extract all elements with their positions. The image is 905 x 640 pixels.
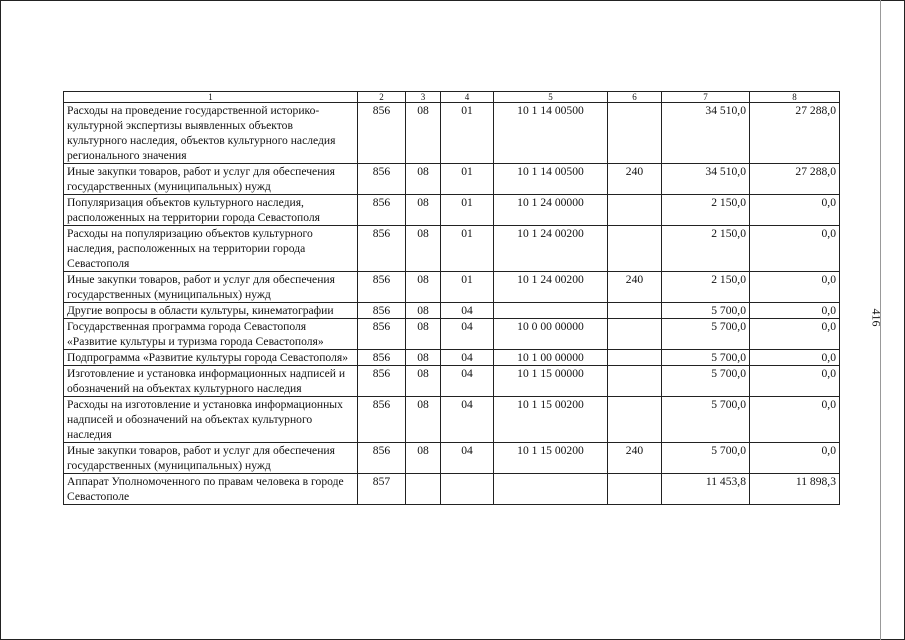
table-row [64,397,840,443]
table-row [64,164,840,195]
cell-ved-code: 856 [358,319,406,350]
cell-amount-year-2: 11 898,3 [750,474,840,505]
table-header-row [64,92,840,103]
cell-name: Иные закупки товаров, работ и услуг для обеспечения государственных (муниципальных) нужд [64,443,358,474]
cell-section-code [406,474,441,505]
cell-target-article: 10 1 14 00500 [494,103,608,164]
cell-amount-year-1: 5 700,0 [662,303,750,319]
cell-amount-year-1: 5 700,0 [662,366,750,397]
cell-ved-code: 856 [358,103,406,164]
cell-ved-code: 856 [358,272,406,303]
table-row [64,350,840,366]
header-col-4: 4 [441,92,494,103]
cell-name: Подпрограмма «Развитие культуры города Севастополя» [64,350,358,366]
table-row [64,272,840,303]
table-row [64,319,840,350]
cell-amount-year-2: 0,0 [750,366,840,397]
cell-section-code: 08 [406,226,441,272]
cell-expense-type [608,319,662,350]
cell-section-code: 08 [406,103,441,164]
cell-target-article [494,303,608,319]
cell-amount-year-2: 0,0 [750,397,840,443]
header-col-2: 2 [358,92,406,103]
cell-name: Иные закупки товаров, работ и услуг для обеспечения государственных (муниципальных) нужд [64,164,358,195]
cell-amount-year-2: 27 288,0 [750,103,840,164]
cell-subsection-code: 01 [441,103,494,164]
header-col-3: 3 [406,92,441,103]
cell-amount-year-2: 27 288,0 [750,164,840,195]
cell-target-article: 10 1 15 00200 [494,443,608,474]
cell-ved-code: 856 [358,397,406,443]
cell-ved-code: 856 [358,164,406,195]
cell-target-article: 10 1 24 00200 [494,272,608,303]
cell-section-code: 08 [406,303,441,319]
table-row [64,226,840,272]
cell-amount-year-2: 0,0 [750,350,840,366]
cell-target-article: 10 1 24 00200 [494,226,608,272]
cell-name: Иные закупки товаров, работ и услуг для обеспечения государственных (муниципальных) нужд [64,272,358,303]
cell-subsection-code: 01 [441,226,494,272]
cell-name: Изготовление и установка информационных надписей и обозначений на объектах культурного наследия [64,366,358,397]
page-number: 416 [869,308,884,327]
cell-amount-year-1: 11 453,8 [662,474,750,505]
cell-amount-year-2: 0,0 [750,195,840,226]
cell-ved-code: 856 [358,350,406,366]
cell-amount-year-1: 5 700,0 [662,397,750,443]
cell-section-code: 08 [406,443,441,474]
table-row [64,474,840,505]
cell-amount-year-2: 0,0 [750,272,840,303]
cell-ved-code: 856 [358,226,406,272]
cell-target-article: 10 0 00 00000 [494,319,608,350]
table-row [64,195,840,226]
cell-amount-year-1: 5 700,0 [662,350,750,366]
cell-amount-year-1: 5 700,0 [662,319,750,350]
cell-amount-year-1: 5 700,0 [662,443,750,474]
cell-expense-type [608,366,662,397]
cell-section-code: 08 [406,366,441,397]
cell-section-code: 08 [406,195,441,226]
cell-name: Аппарат Уполномоченного по правам человека в городе Севастополе [64,474,358,505]
table-row [64,103,840,164]
cell-amount-year-2: 0,0 [750,443,840,474]
cell-ved-code: 856 [358,195,406,226]
cell-name: Расходы на изготовление и установка информационных надписей и обозначений на объектах культурного наследия [64,397,358,443]
header-col-8: 8 [750,92,840,103]
cell-subsection-code: 04 [441,350,494,366]
cell-section-code: 08 [406,164,441,195]
cell-amount-year-2: 0,0 [750,226,840,272]
cell-ved-code: 856 [358,366,406,397]
cell-name: Расходы на популяризацию объектов культурного наследия, расположенных на территории города Севастополя [64,226,358,272]
cell-section-code: 08 [406,350,441,366]
cell-amount-year-1: 2 150,0 [662,272,750,303]
cell-target-article: 10 1 00 00000 [494,350,608,366]
cell-name: Другие вопросы в области культуры, кинематографии [64,303,358,319]
table-row [64,443,840,474]
cell-expense-type [608,474,662,505]
cell-subsection-code: 04 [441,443,494,474]
header-col-5: 5 [494,92,608,103]
cell-section-code: 08 [406,272,441,303]
cell-expense-type [608,226,662,272]
cell-subsection-code: 04 [441,319,494,350]
cell-amount-year-2: 0,0 [750,319,840,350]
cell-target-article: 10 1 15 00000 [494,366,608,397]
cell-amount-year-1: 34 510,0 [662,103,750,164]
cell-name: Расходы на проведение государственной историко-культурной экспертизы выявленных объектов культурного наследия, объектов культурного наследия регионального значения [64,103,358,164]
header-col-6: 6 [608,92,662,103]
cell-amount-year-1: 34 510,0 [662,164,750,195]
cell-target-article: 10 1 24 00000 [494,195,608,226]
cell-expense-type [608,195,662,226]
cell-amount-year-2: 0,0 [750,303,840,319]
table-row [64,303,840,319]
cell-expense-type [608,103,662,164]
cell-subsection-code: 04 [441,366,494,397]
header-col-7: 7 [662,92,750,103]
cell-subsection-code: 01 [441,164,494,195]
cell-subsection-code [441,474,494,505]
cell-expense-type [608,350,662,366]
cell-amount-year-1: 2 150,0 [662,226,750,272]
cell-name: Популяризация объектов культурного наследия, расположенных на территории города Севастополя [64,195,358,226]
cell-name: Государственная программа города Севастополя «Развитие культуры и туризма города Севастополя» [64,319,358,350]
cell-section-code: 08 [406,319,441,350]
cell-subsection-code: 04 [441,397,494,443]
cell-target-article [494,474,608,505]
cell-ved-code: 857 [358,474,406,505]
header-col-1: 1 [64,92,358,103]
cell-expense-type: 240 [608,443,662,474]
cell-target-article: 10 1 14 00500 [494,164,608,195]
cell-expense-type [608,397,662,443]
cell-expense-type: 240 [608,272,662,303]
cell-expense-type [608,303,662,319]
cell-subsection-code: 01 [441,195,494,226]
cell-expense-type: 240 [608,164,662,195]
cell-ved-code: 856 [358,443,406,474]
cell-target-article: 10 1 15 00200 [494,397,608,443]
cell-section-code: 08 [406,397,441,443]
cell-subsection-code: 04 [441,303,494,319]
cell-amount-year-1: 2 150,0 [662,195,750,226]
table-row [64,366,840,397]
cell-subsection-code: 01 [441,272,494,303]
cell-ved-code: 856 [358,303,406,319]
budget-table [63,91,840,505]
